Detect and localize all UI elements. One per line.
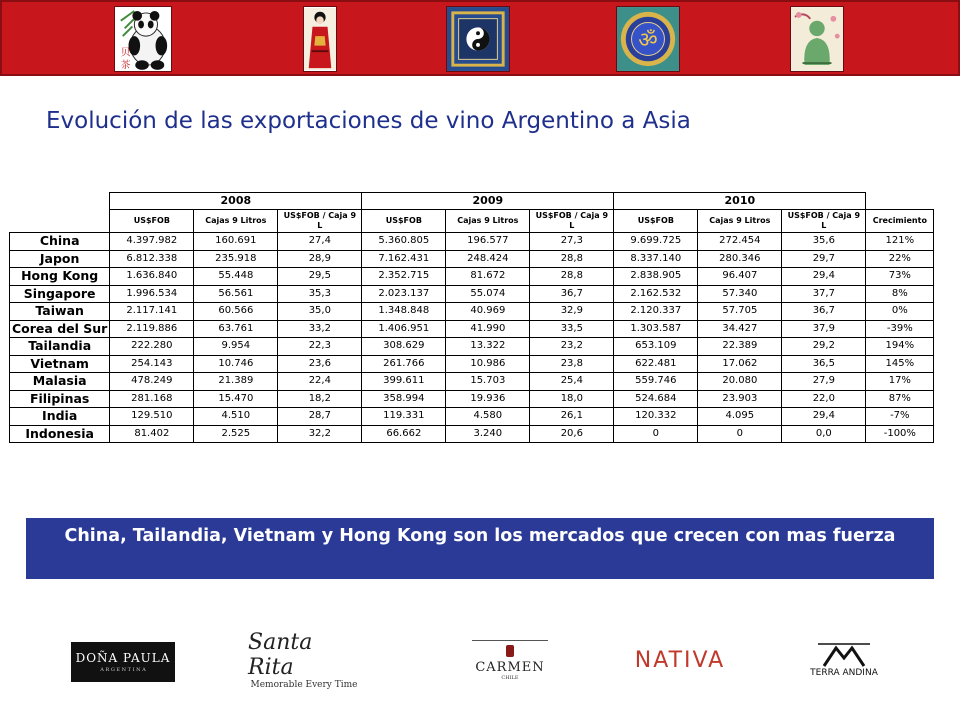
- value-cell: 8.337.140: [614, 250, 698, 268]
- value-cell: 33,2: [278, 320, 362, 338]
- growth-cell: 194%: [866, 338, 934, 356]
- value-cell: 6.812.338: [110, 250, 194, 268]
- value-cell: 1.406.951: [362, 320, 446, 338]
- value-cell: 35,0: [278, 303, 362, 321]
- value-cell: 524.684: [614, 390, 698, 408]
- value-cell: 248.424: [446, 250, 530, 268]
- growth-cell: 121%: [866, 233, 934, 251]
- value-cell: 33,5: [530, 320, 614, 338]
- value-cell: 622.481: [614, 355, 698, 373]
- dona-paula-sub: A R G E N T I N A: [100, 667, 146, 673]
- yin-yang-icon: [446, 6, 510, 72]
- value-cell: 4.580: [446, 408, 530, 426]
- value-cell: 29,2: [782, 338, 866, 356]
- growth-cell: 22%: [866, 250, 934, 268]
- table-row: [10, 285, 934, 303]
- year-header: 2009: [362, 193, 614, 210]
- column-header: US$FOB / Caja 9 L: [782, 210, 866, 233]
- page-title: Evolución de las exportaciones de vino Argentino a Asia: [46, 108, 691, 134]
- value-cell: 1.636.840: [110, 268, 194, 286]
- table-row: [10, 408, 934, 426]
- value-cell: 0,0: [782, 425, 866, 443]
- value-cell: 96.407: [698, 268, 782, 286]
- country-cell: Vietnam: [10, 355, 110, 373]
- column-header: US$FOB: [362, 210, 446, 233]
- value-cell: 399.611: [362, 373, 446, 391]
- table-row: [10, 425, 934, 443]
- corner-cell: [10, 193, 110, 210]
- value-cell: 280.346: [698, 250, 782, 268]
- value-cell: 29,5: [278, 268, 362, 286]
- value-cell: 653.109: [614, 338, 698, 356]
- value-cell: 272.454: [698, 233, 782, 251]
- terra-andina-logo: [800, 636, 888, 684]
- value-cell: 25,4: [530, 373, 614, 391]
- value-cell: 23.903: [698, 390, 782, 408]
- value-cell: 7.162.431: [362, 250, 446, 268]
- value-cell: 29,4: [782, 408, 866, 426]
- value-cell: 19.936: [446, 390, 530, 408]
- value-cell: 196.577: [446, 233, 530, 251]
- value-cell: 18,0: [530, 390, 614, 408]
- value-cell: 37,7: [782, 285, 866, 303]
- growth-cell: -7%: [866, 408, 934, 426]
- value-cell: 13.322: [446, 338, 530, 356]
- value-cell: 23,6: [278, 355, 362, 373]
- value-cell: 36,7: [782, 303, 866, 321]
- table-row: [10, 233, 934, 251]
- table-row: [10, 268, 934, 286]
- column-header: US$FOB / Caja 9 L: [530, 210, 614, 233]
- country-cell: Singapore: [10, 285, 110, 303]
- value-cell: 1.303.587: [614, 320, 698, 338]
- value-cell: 35,3: [278, 285, 362, 303]
- column-header: Cajas 9 Litros: [194, 210, 278, 233]
- growth-cell: 0%: [866, 303, 934, 321]
- panda-char-1: 贝: [120, 47, 131, 59]
- column-header: Cajas 9 Litros: [698, 210, 782, 233]
- nativa-name: NATIVA: [634, 647, 726, 673]
- value-cell: 27,3: [530, 233, 614, 251]
- growth-cell: 87%: [866, 390, 934, 408]
- value-cell: 15.703: [446, 373, 530, 391]
- value-cell: 478.249: [110, 373, 194, 391]
- value-cell: 29,7: [782, 250, 866, 268]
- table-row: [10, 320, 934, 338]
- value-cell: 1.996.534: [110, 285, 194, 303]
- geisha-icon: [303, 6, 337, 72]
- table-row: [10, 390, 934, 408]
- value-cell: 0: [614, 425, 698, 443]
- panda-icon: [114, 6, 172, 72]
- table-row: [10, 303, 934, 321]
- nativa-logo: [622, 636, 738, 684]
- growth-header: Crecimiento: [866, 210, 934, 233]
- carmen-sub: CHILE: [501, 674, 519, 681]
- country-cell: India: [10, 408, 110, 426]
- country-cell: Taiwan: [10, 303, 110, 321]
- value-cell: 37,9: [782, 320, 866, 338]
- value-cell: 235.918: [194, 250, 278, 268]
- growth-cell: -39%: [866, 320, 934, 338]
- value-cell: 40.969: [446, 303, 530, 321]
- value-cell: 308.629: [362, 338, 446, 356]
- carmen-name: CARMEN: [475, 659, 545, 675]
- value-cell: 20.080: [698, 373, 782, 391]
- corner-cell: [866, 193, 934, 210]
- value-cell: 2.162.532: [614, 285, 698, 303]
- value-cell: 23,2: [530, 338, 614, 356]
- value-cell: 3.240: [446, 425, 530, 443]
- value-cell: 4.510: [194, 408, 278, 426]
- value-cell: 2.120.337: [614, 303, 698, 321]
- country-cell: Hong Kong: [10, 268, 110, 286]
- table-row: [10, 373, 934, 391]
- country-cell: Corea del Sur: [10, 320, 110, 338]
- value-cell: 56.561: [194, 285, 278, 303]
- growth-cell: 8%: [866, 285, 934, 303]
- value-cell: 81.672: [446, 268, 530, 286]
- value-cell: 27,4: [278, 233, 362, 251]
- value-cell: 120.332: [614, 408, 698, 426]
- value-cell: 22,3: [278, 338, 362, 356]
- column-header-row: [10, 210, 934, 233]
- value-cell: 36,5: [782, 355, 866, 373]
- column-header: Cajas 9 Litros: [446, 210, 530, 233]
- key-message-box: China, Tailandia, Vietnam y Hong Kong son los mercados que crecen con mas fuerza: [26, 518, 934, 579]
- value-cell: 9.699.725: [614, 233, 698, 251]
- value-cell: 0: [698, 425, 782, 443]
- svg-text:ॐ: ॐ: [638, 27, 658, 53]
- value-cell: 2.525: [194, 425, 278, 443]
- year-header: 2010: [614, 193, 866, 210]
- column-header: US$FOB: [110, 210, 194, 233]
- wine-glass-icon: [506, 645, 514, 657]
- value-cell: 20,6: [530, 425, 614, 443]
- table-row: [10, 250, 934, 268]
- corner-cell: [10, 210, 110, 233]
- growth-cell: 145%: [866, 355, 934, 373]
- country-cell: Filipinas: [10, 390, 110, 408]
- value-cell: 2.119.886: [110, 320, 194, 338]
- value-cell: 34.427: [698, 320, 782, 338]
- value-cell: 10.986: [446, 355, 530, 373]
- value-cell: 2.352.715: [362, 268, 446, 286]
- value-cell: 55.074: [446, 285, 530, 303]
- country-cell: Malasia: [10, 373, 110, 391]
- dona-paula-name: DOÑA PAULA: [75, 651, 171, 665]
- value-cell: 66.662: [362, 425, 446, 443]
- value-cell: 27,9: [782, 373, 866, 391]
- value-cell: 222.280: [110, 338, 194, 356]
- value-cell: 28,8: [530, 268, 614, 286]
- value-cell: 119.331: [362, 408, 446, 426]
- country-cell: China: [10, 233, 110, 251]
- dona-paula-logo: [71, 642, 175, 682]
- value-cell: 2.117.141: [110, 303, 194, 321]
- country-cell: Japon: [10, 250, 110, 268]
- buddha-icon: [790, 6, 844, 72]
- value-cell: 21.389: [194, 373, 278, 391]
- om-icon: [616, 6, 680, 72]
- value-cell: 29,4: [782, 268, 866, 286]
- year-header-row: [10, 193, 934, 210]
- value-cell: 559.746: [614, 373, 698, 391]
- column-header: US$FOB / Caja 9 L: [278, 210, 362, 233]
- value-cell: 35,6: [782, 233, 866, 251]
- value-cell: 32,9: [530, 303, 614, 321]
- santa-rita-name: Santa Rita: [248, 630, 313, 680]
- value-cell: 28,8: [530, 250, 614, 268]
- country-cell: Indonesia: [10, 425, 110, 443]
- panda-char-2: 茶: [120, 59, 131, 71]
- value-cell: 81.402: [110, 425, 194, 443]
- value-cell: 32,2: [278, 425, 362, 443]
- growth-cell: 17%: [866, 373, 934, 391]
- value-cell: 41.990: [446, 320, 530, 338]
- growth-cell: 73%: [866, 268, 934, 286]
- value-cell: 55.448: [194, 268, 278, 286]
- value-cell: 358.994: [362, 390, 446, 408]
- value-cell: 22,0: [782, 390, 866, 408]
- value-cell: 4.095: [698, 408, 782, 426]
- column-header: US$FOB: [614, 210, 698, 233]
- year-header: 2008: [110, 193, 362, 210]
- value-cell: 15.470: [194, 390, 278, 408]
- value-cell: 36,7: [530, 285, 614, 303]
- value-cell: 4.397.982: [110, 233, 194, 251]
- value-cell: 9.954: [194, 338, 278, 356]
- value-cell: 160.691: [194, 233, 278, 251]
- value-cell: 254.143: [110, 355, 194, 373]
- value-cell: 18,2: [278, 390, 362, 408]
- growth-cell: -100%: [866, 425, 934, 443]
- value-cell: 10.746: [194, 355, 278, 373]
- value-cell: 63.761: [194, 320, 278, 338]
- value-cell: 28,9: [278, 250, 362, 268]
- value-cell: 60.566: [194, 303, 278, 321]
- value-cell: 281.168: [110, 390, 194, 408]
- value-cell: 1.348.848: [362, 303, 446, 321]
- terra-andina-name: TERRA ANDINA: [810, 668, 878, 678]
- table-row: [10, 355, 934, 373]
- exports-table: [9, 192, 934, 443]
- value-cell: 57.705: [698, 303, 782, 321]
- carmen-logo: [468, 636, 552, 684]
- table-row: [10, 338, 934, 356]
- value-cell: 26,1: [530, 408, 614, 426]
- value-cell: 22.389: [698, 338, 782, 356]
- value-cell: 129.510: [110, 408, 194, 426]
- santa-rita-logo: [248, 630, 360, 690]
- value-cell: 17.062: [698, 355, 782, 373]
- value-cell: 28,7: [278, 408, 362, 426]
- value-cell: 57.340: [698, 285, 782, 303]
- value-cell: 261.766: [362, 355, 446, 373]
- country-cell: Tailandia: [10, 338, 110, 356]
- mountain-icon: [814, 642, 874, 668]
- value-cell: 5.360.805: [362, 233, 446, 251]
- value-cell: 2.838.905: [614, 268, 698, 286]
- value-cell: 23,8: [530, 355, 614, 373]
- value-cell: 22,4: [278, 373, 362, 391]
- value-cell: 2.023.137: [362, 285, 446, 303]
- santa-rita-tagline: Memorable Every Time: [250, 680, 358, 690]
